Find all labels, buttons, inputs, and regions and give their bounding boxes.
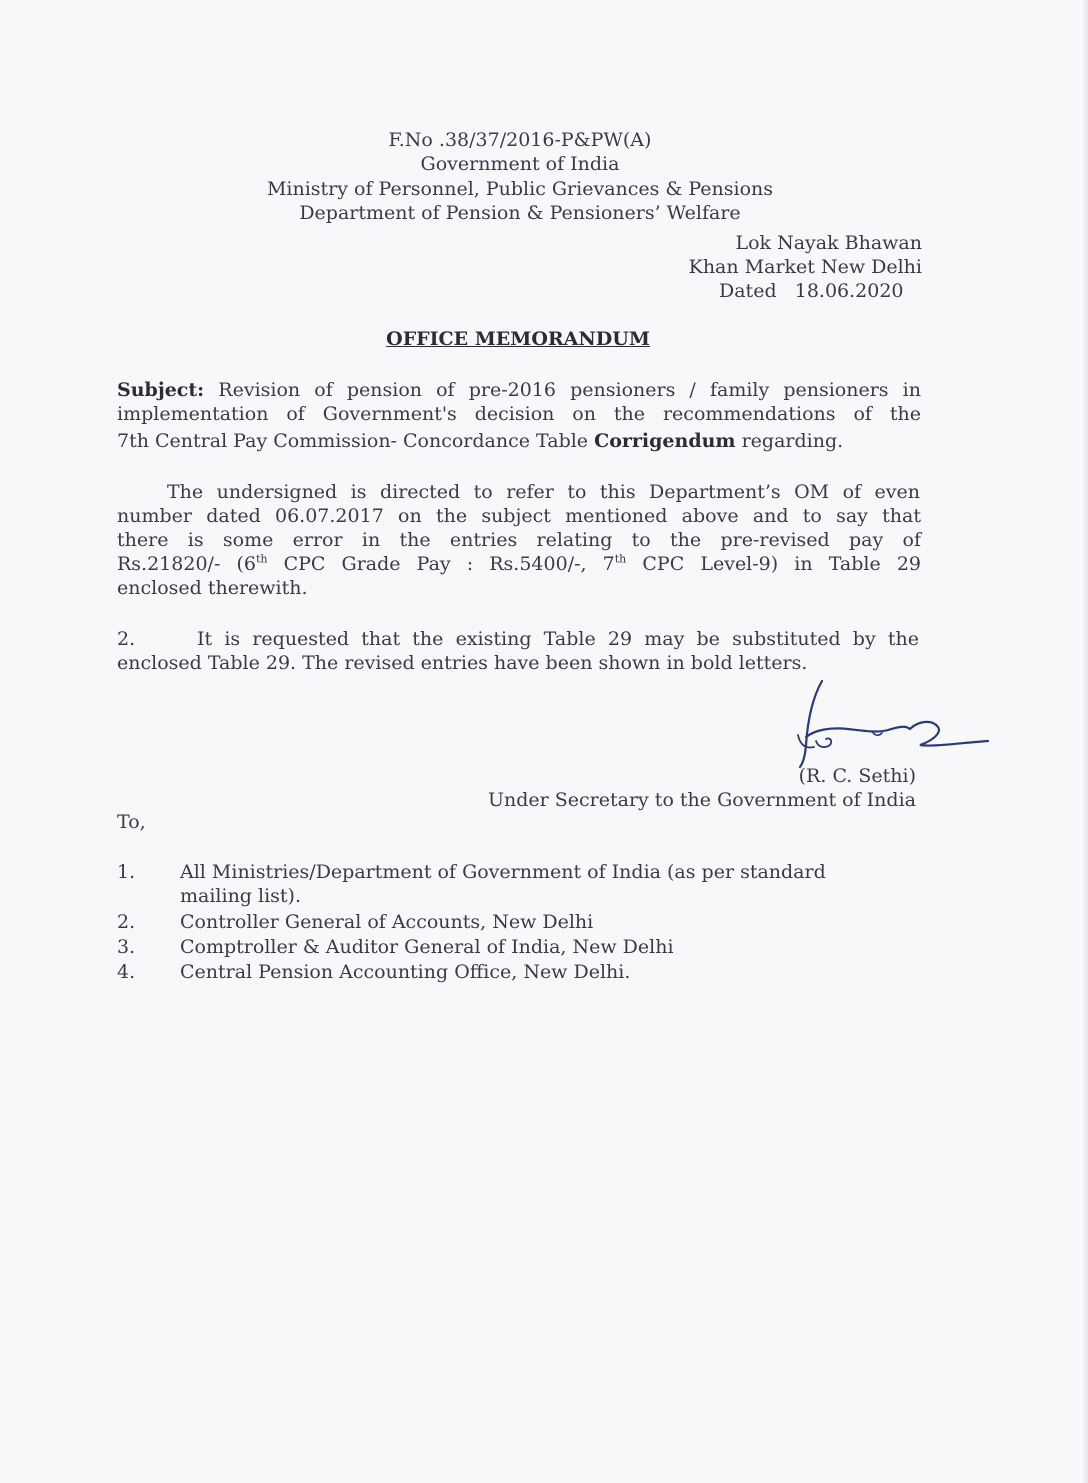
superscript-th-2: th	[614, 552, 627, 566]
para1-line-4	[117, 552, 921, 576]
recipient-item: Central Pension Accounting Office, New Delhi.	[180, 961, 631, 983]
subject-line-3	[117, 429, 843, 453]
recipient-number: 4.	[117, 961, 136, 983]
para2-line-2: enclosed Table 29. The revised entries have been shown in bold letters.	[117, 652, 808, 674]
subject-text-3: 7th Central Pay Commission- Concordance Table	[117, 430, 589, 452]
address-line-2: Khan Market New Delhi	[688, 256, 922, 278]
corrigendum-label: Corrigendum	[594, 430, 736, 452]
subject-line-1	[117, 378, 921, 402]
file-number: F.No .38/37/2016-P&PW(A)	[388, 129, 652, 151]
government-name: Government of India	[420, 153, 620, 175]
ministry-name: Ministry of Personnel, Public Grievances & Pensions	[266, 178, 774, 200]
recipient-number: 2.	[117, 911, 136, 933]
superscript-th-1: th	[255, 552, 268, 566]
scan-edge-shadow	[1082, 0, 1088, 1483]
signatory-name: (R. C. Sethi)	[798, 765, 916, 787]
department-name: Department of Pension & Pensioners’ Welfare	[299, 202, 741, 224]
recipient-item: Controller General of Accounts, New Delhi	[180, 911, 594, 933]
para1-line-2: number dated 06.07.2017 on the subject mentioned above and to say that	[117, 505, 921, 527]
subject-line-2: implementation of Government's decision on the recommendations of the	[117, 403, 921, 425]
para2-number: 2.	[117, 628, 136, 650]
subject-text-3-end: regarding.	[741, 430, 844, 452]
para2-line-1: It is requested that the existing Table 29 may be substituted by the	[197, 628, 919, 650]
para1-line-3: there is some error in the entries relating to the pre-revised pay of	[117, 529, 921, 551]
address-line-1: Lok Nayak Bhawan	[735, 232, 922, 254]
dated-value: 18.06.2020	[794, 280, 904, 302]
para1-line-1: The undersigned is directed to refer to this Department’s OM of even	[167, 481, 920, 503]
recipient-number: 3.	[117, 936, 136, 958]
recipient-item-continued: mailing list).	[180, 885, 302, 907]
recipient-number: 1.	[117, 861, 136, 883]
para1-text-4c: CPC Level-9) in Table 29	[626, 553, 921, 575]
recipient-item: Comptroller & Auditor General of India, New Delhi	[180, 936, 674, 958]
para1-text-4b: CPC Grade Pay : Rs.5400/-, 7	[267, 553, 615, 575]
dated-label: Dated	[719, 280, 777, 302]
memorandum-title: OFFICE MEMORANDUM	[386, 328, 650, 350]
subject-text-1: Revision of pension of pre-2016 pensioners / family pensioners in	[218, 379, 921, 401]
signature-image	[770, 675, 1000, 770]
to-label: To,	[117, 811, 146, 833]
signatory-designation: Under Secretary to the Government of India	[487, 789, 916, 811]
recipient-item: All Ministries/Department of Government of India (as per standard	[180, 861, 826, 883]
date-line	[719, 279, 904, 303]
para1-line-5: enclosed therewith.	[117, 577, 308, 599]
para1-text-4a: Rs.21820/- (6	[117, 553, 256, 575]
subject-label: Subject:	[117, 379, 205, 401]
